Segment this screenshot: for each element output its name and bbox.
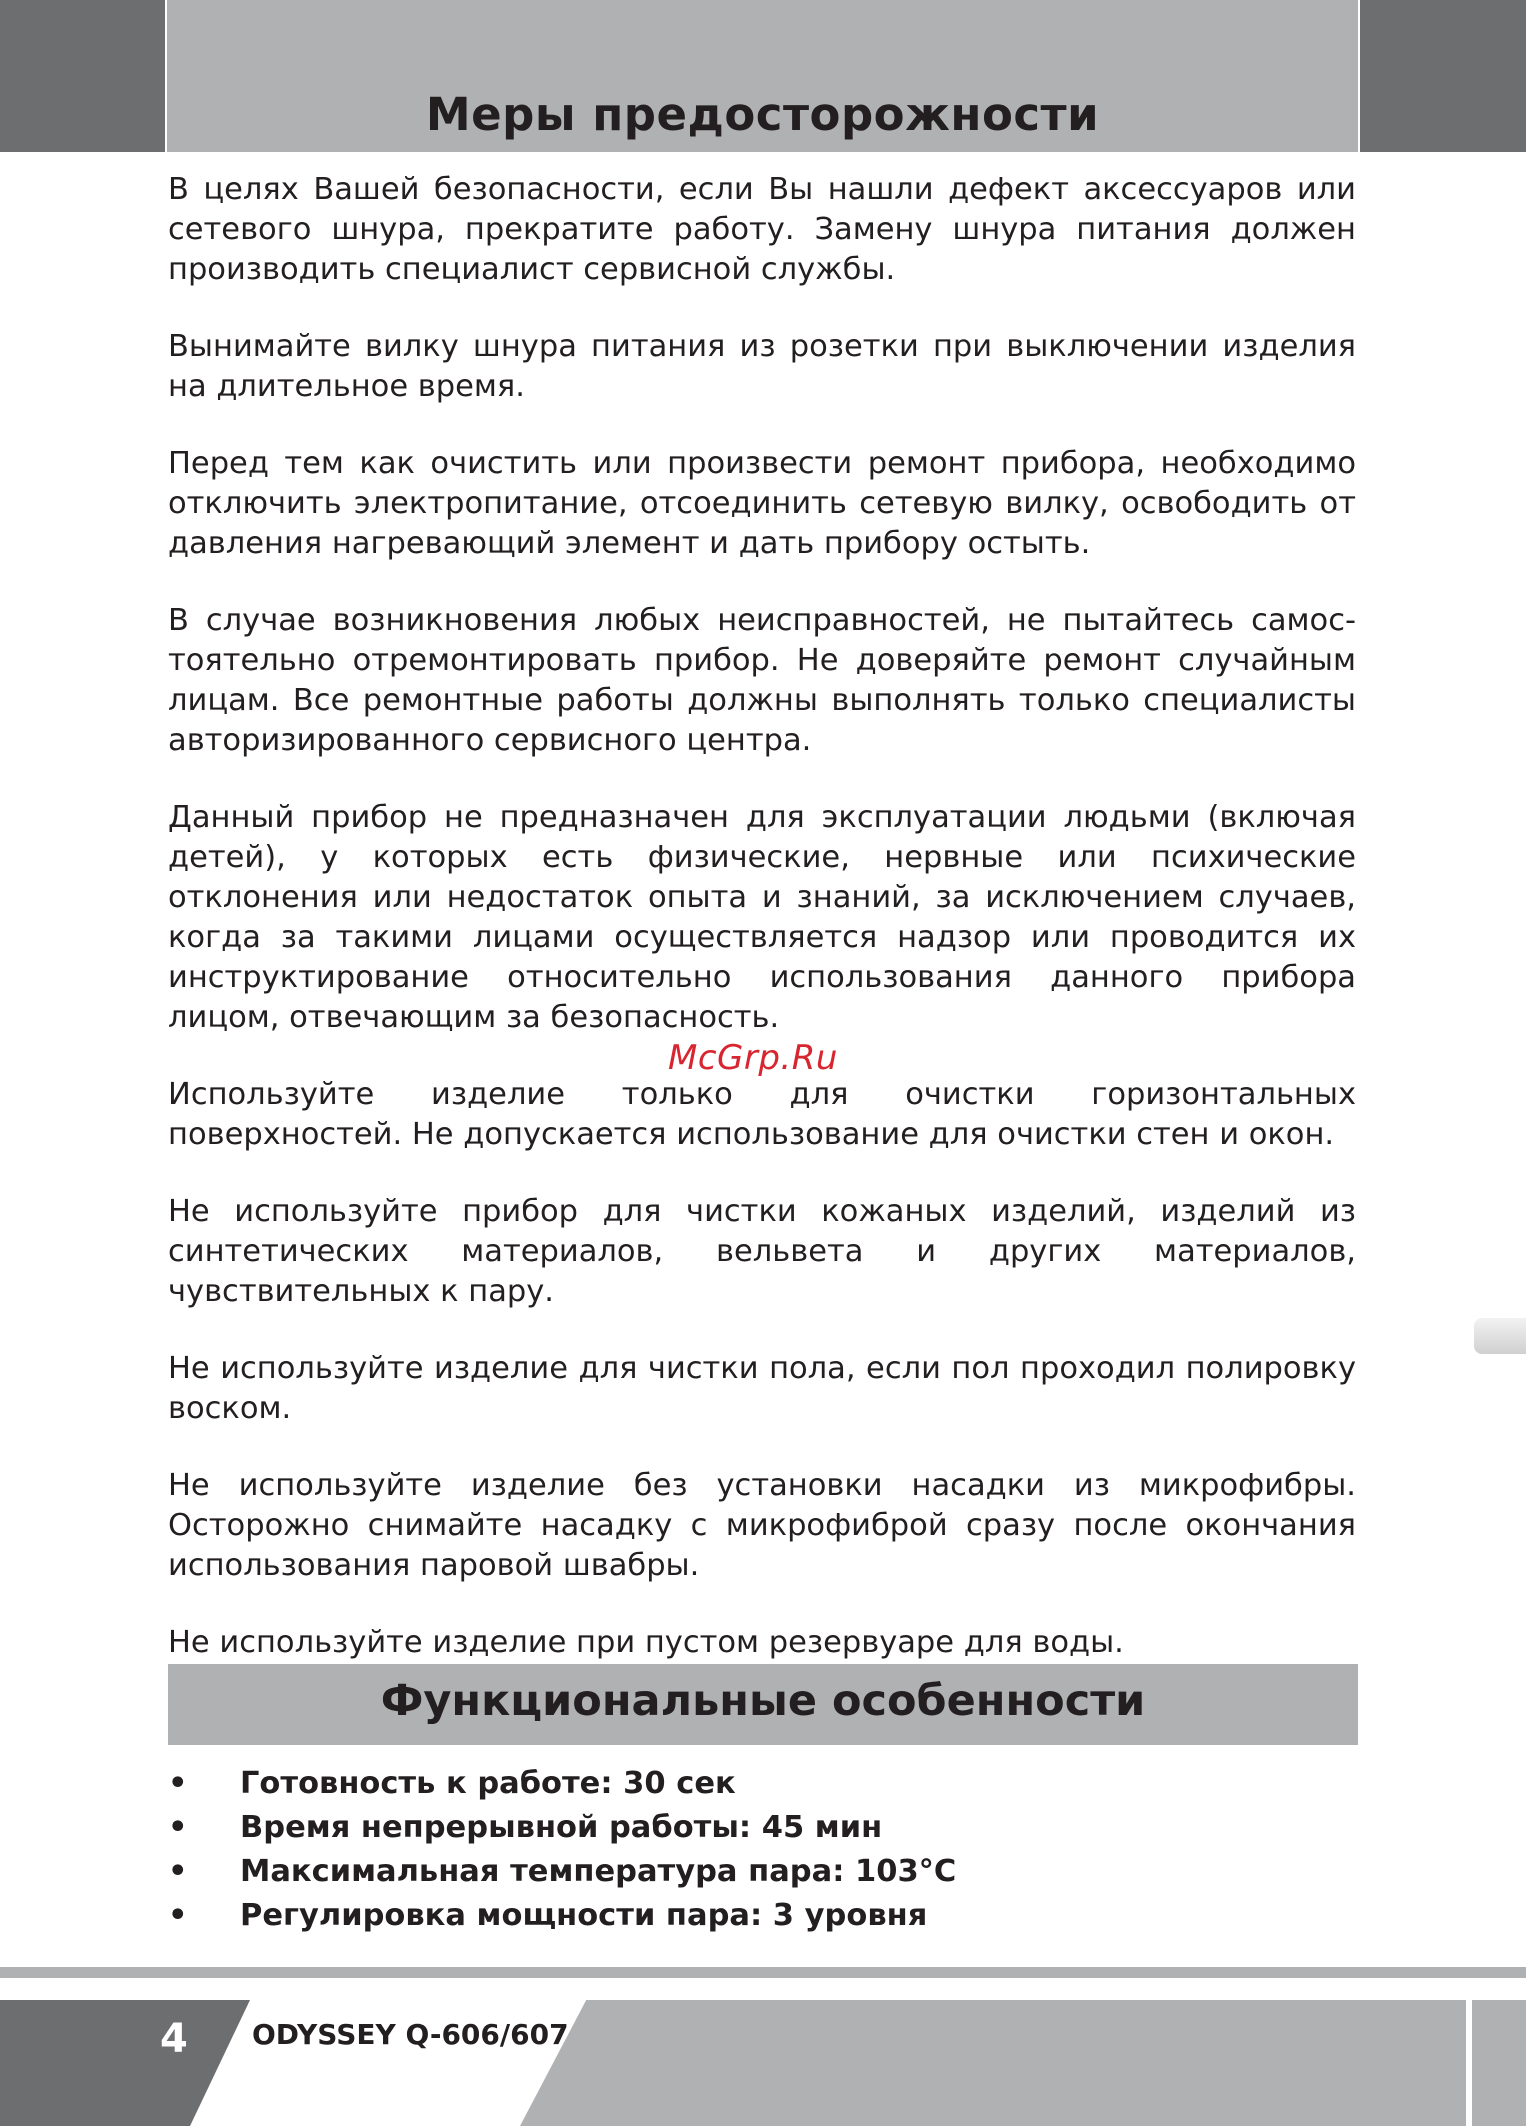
page-number-tab (0, 2000, 250, 2126)
paragraph: Не используйте прибор для чистки кожаных изделий, изделий из синтетических материалов, вельвета и других материалов, чувствительных к пару. (168, 1194, 1356, 1309)
feature-text: Регулировка мощности пара: 3 уровня (240, 1898, 928, 1933)
bullet-icon: • (168, 1854, 188, 1889)
feature-text: Время непрерывной работы: 45 мин (240, 1810, 883, 1845)
edge-shadow (1474, 1318, 1526, 1354)
precautions-text (168, 170, 1356, 1700)
paragraph: Используйте изделие только для очистки горизонтальных поверхностей. Не допускается использование для очистки стен и окон. (168, 1077, 1356, 1152)
bullet-icon: • (168, 1766, 188, 1801)
paragraph: В случае возникновения любых неисправностей, не пытайтесь самостоятельно отремонтировать прибор. Не доверяйте ремонт случайным лицам. Все ремонтные работы должны выполнять только специалисты авторизированного сервисного центра. (168, 603, 1356, 758)
paragraph: Не используйте изделие для чистки пола, если пол проходил полировку воском. (168, 1351, 1356, 1426)
feature-item (168, 1850, 1358, 1894)
header-right-block (1360, 0, 1526, 152)
bullet-icon: • (168, 1898, 188, 1933)
section-title: Функциональные особенности (380, 1676, 1146, 1726)
footer-right-block (1472, 2000, 1526, 2126)
bullet-icon: • (168, 1810, 188, 1845)
footer-divider (0, 1967, 1526, 1978)
header-left-block (0, 0, 165, 152)
paragraph: Вынимайте вилку шнура питания из розетки при выключении изделия на длительное время. (168, 329, 1356, 404)
feature-text: Готовность к работе: 30 сек (240, 1766, 736, 1801)
paragraph: Данный прибор не предназначен для эксплуатации людьми (включая детей), у которых есть физические, нервные или психические отклонения или недостаток опыта и знаний, за исключением случаев, когда за такими лицами осуществляется надзор или проводится их инструктирование относительно использования данного прибора лицом, отвечающим за безопасность. (168, 800, 1356, 1035)
feature-item (168, 1762, 1358, 1806)
footer-band (520, 2000, 1466, 2126)
feature-text: Максимальная температура пара: 103°C (240, 1854, 957, 1889)
feature-item (168, 1806, 1358, 1850)
features-list (168, 1762, 1358, 1938)
model-name: ODYSSEY Q-606/607 (252, 2018, 569, 2051)
paragraph: Не используйте изделие при пустом резервуаре для воды. (168, 1625, 1124, 1660)
paragraph: В целях Вашей безопасности, если Вы нашли дефект аксессуаров или сетевого шнура, прекратите работу. Замену шнура питания должен производить специалист сервисной службы. (168, 172, 1356, 287)
feature-item (168, 1894, 1358, 1938)
page-number: 4 (160, 2016, 188, 2062)
page-title: Меры предосторожности (425, 88, 1100, 141)
paragraph: Не используйте изделие без установки насадки из микрофибры. Осторожно снимайте насадку с микрофиброй сразу после окончания использования паровой швабры. (168, 1468, 1356, 1583)
watermark: McGrp.Ru (668, 1038, 838, 1078)
paragraph: Перед тем как очистить или произвести ремонт прибора, необходимо отключить электропитание, отсоединить сетевую вилку, освободить от давления нагревающий элемент и дать прибору остыть. (168, 446, 1356, 561)
